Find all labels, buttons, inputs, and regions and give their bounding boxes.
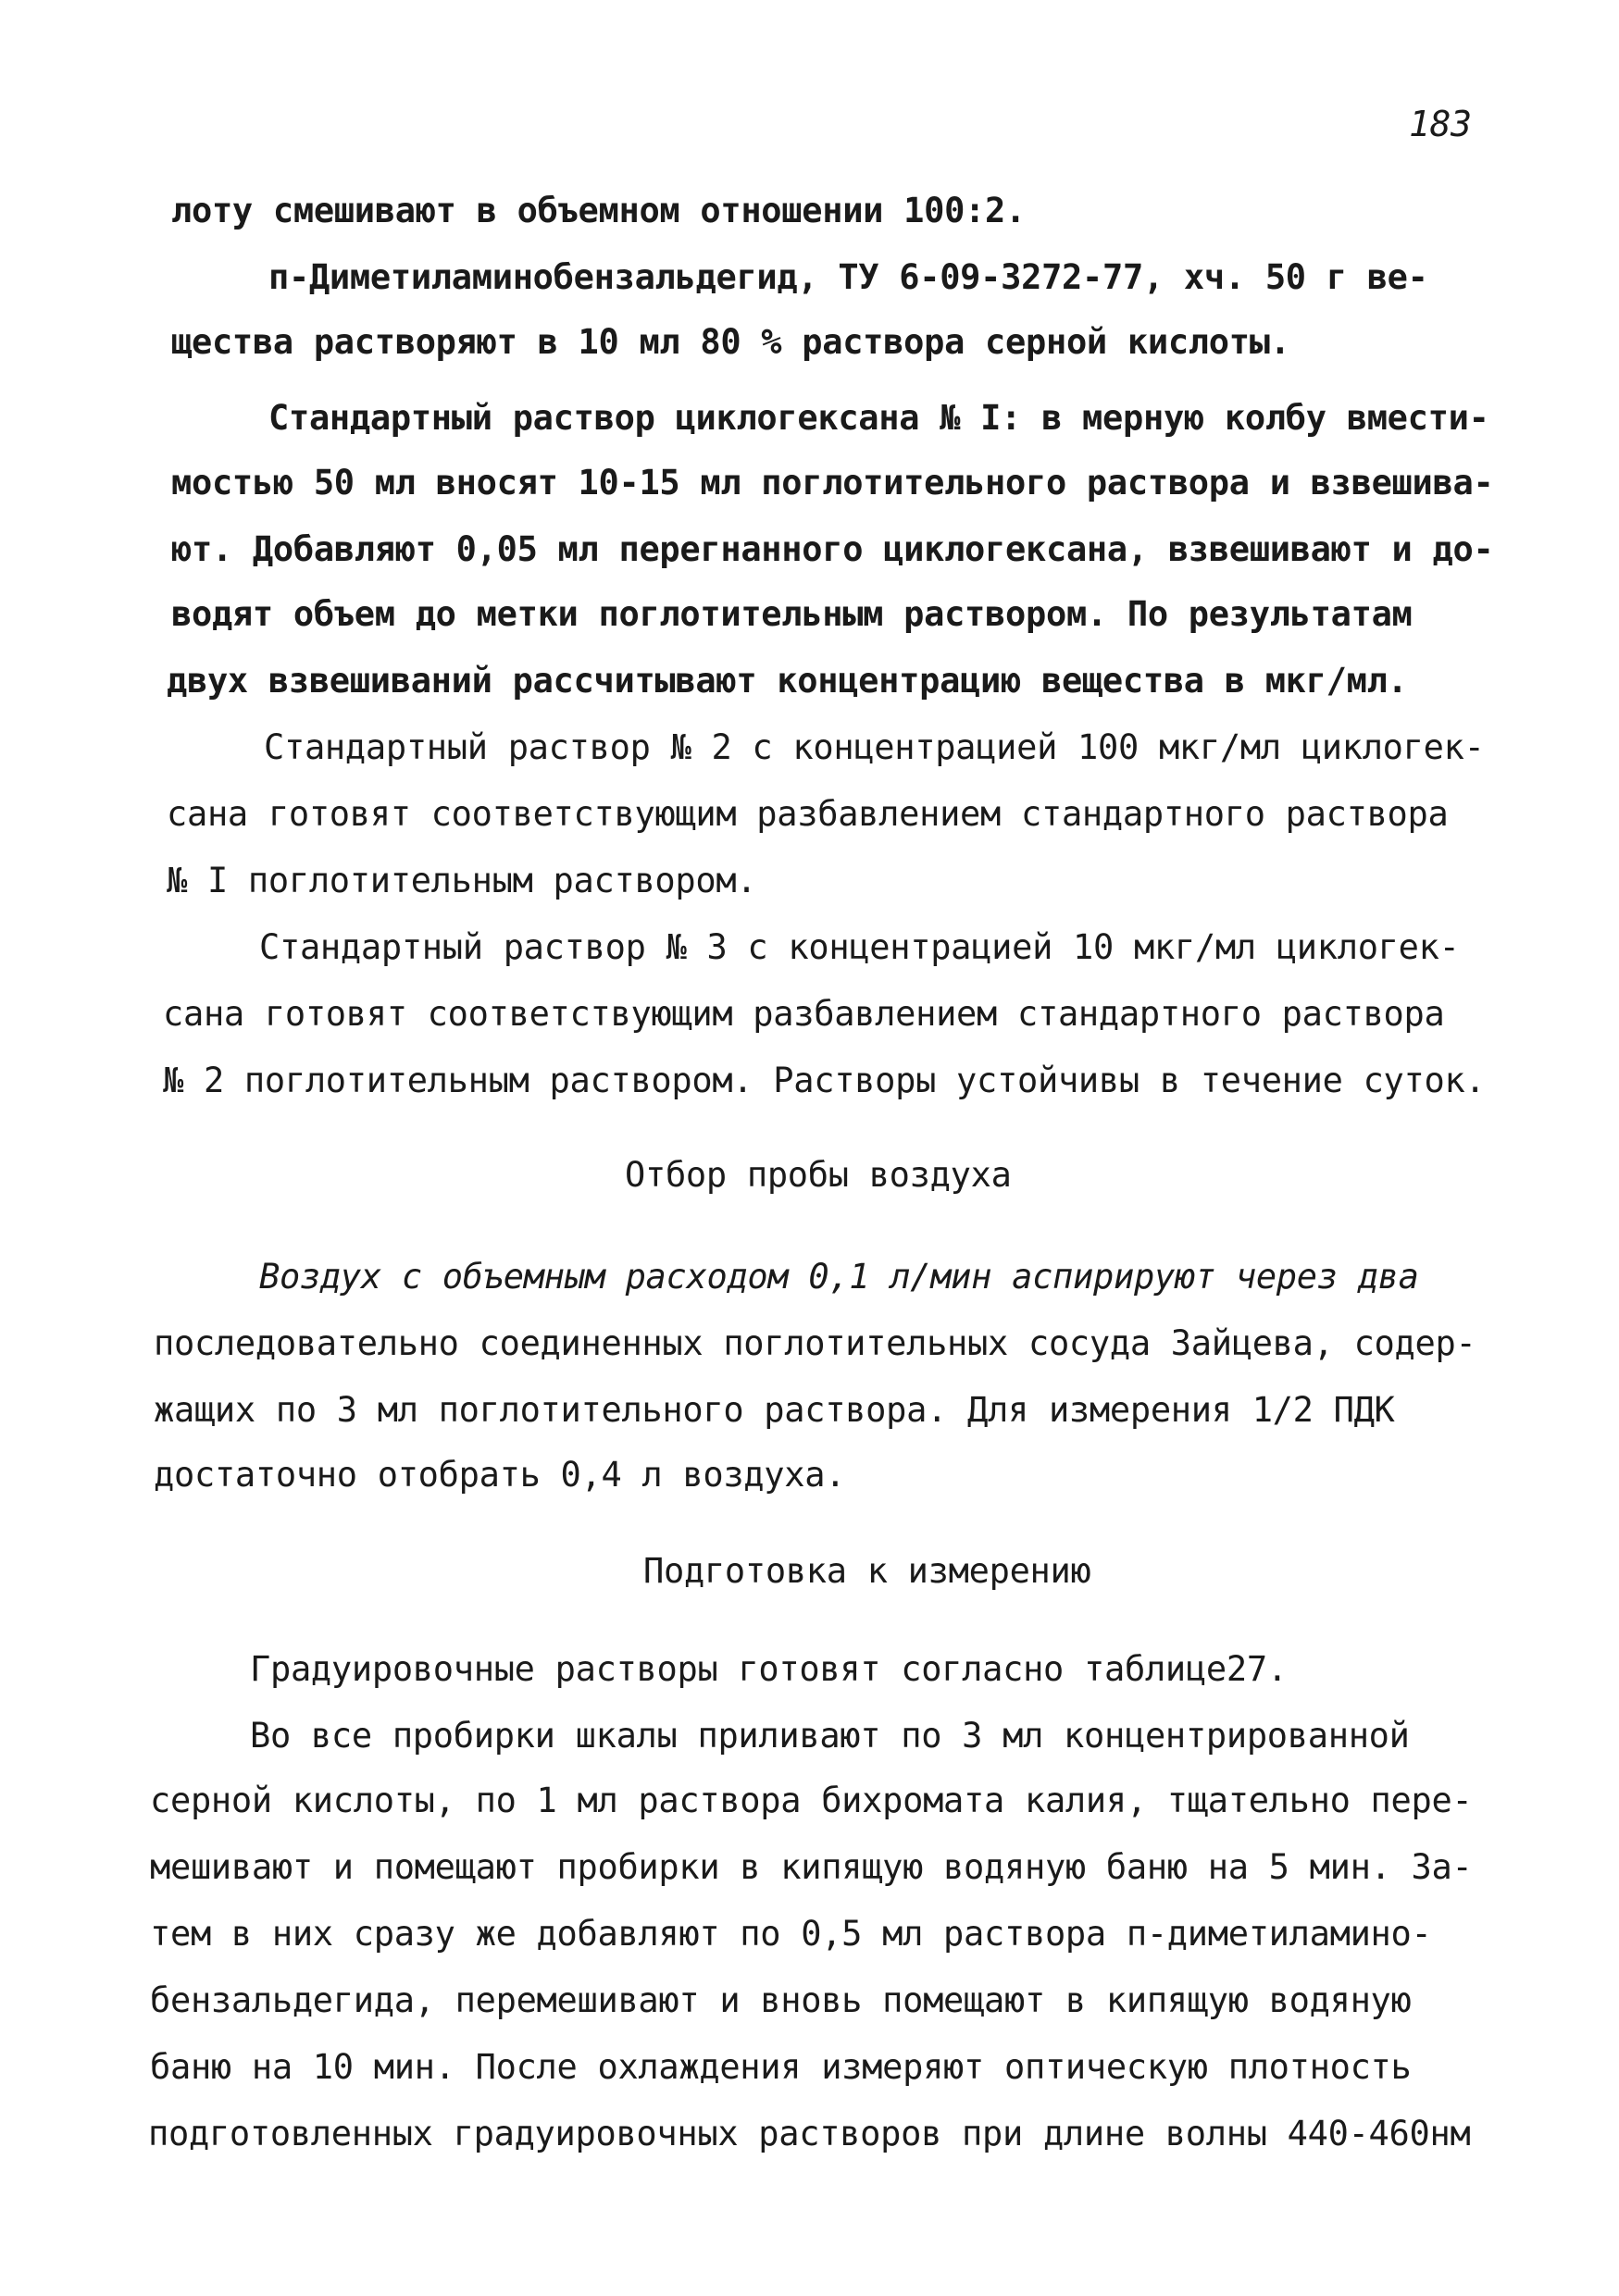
paragraph-line: Стандартный раствор циклогексана № I: в мерную колбу вмести-: [268, 398, 1489, 438]
paragraph-line: тем в них сразу же добавляют по 0,5 мл раствора п-диметиламино-: [150, 1914, 1432, 1954]
paragraph-line: № 2 поглотительным раствором. Растворы устойчивы в течение суток.: [163, 1061, 1486, 1100]
paragraph-line: мостью 50 мл вносят 10-15 мл поглотительного раствора и взвешива-: [171, 463, 1494, 503]
paragraph-line: щества растворяют в 10 мл 80 % раствора серной кислоты.: [171, 322, 1290, 362]
paragraph-line: последовательно соединенных поглотительных сосуда Зайцева, содер-: [154, 1323, 1476, 1363]
paragraph-line: сана готовят соответствующим разбавлением стандартного раствора: [163, 994, 1445, 1034]
paragraph-line: водят объем до метки поглотительным раствором. По результатам: [171, 594, 1413, 634]
paragraph-line: Во все пробирки шкалы приливают по 3 мл концентрированной: [250, 1716, 1410, 1756]
paragraph-line: Воздух с объемным расходом 0,1 л/мин аспирируют через два: [259, 1257, 1419, 1297]
paragraph-line: бензальдегида, перемешивают и вновь помещают в кипящую водяную: [150, 1980, 1412, 2020]
paragraph-line: подготовленных градуировочных растворов при длине волны 440-460нм: [148, 2114, 1471, 2153]
section-heading: Подготовка к измерению: [643, 1551, 1091, 1591]
paragraph-line: сана готовят соответствующим разбавлением стандартного раствора: [167, 794, 1449, 834]
section-heading: Отбор пробы воздуха: [625, 1155, 1012, 1195]
paragraph-line: Градуировочные растворы готовят согласно таблице27.: [250, 1649, 1288, 1689]
paragraph-line: Стандартный раствор № 3 с концентрацией 10 мкг/мл циклогек-: [259, 927, 1460, 967]
paragraph-line: № I поглотительным раствором.: [167, 861, 757, 900]
paragraph-line: лоту смешивают в объемном отношении 100:2.: [171, 191, 1026, 230]
paragraph-line: серной кислоты, по 1 мл раствора бихромата калия, тщательно пере-: [150, 1781, 1473, 1820]
paragraph-line: жащих по 3 мл поглотительного раствора. Для измерения 1/2 ПДК: [154, 1390, 1395, 1430]
paragraph-line: п-Диметиламинобензальдегид, ТУ 6-09-3272-77, хч. 50 г ве-: [268, 257, 1428, 297]
paragraph-line: двух взвешиваний рассчитывают концентрацию вещества в мкг/мл.: [167, 661, 1408, 701]
paragraph-line: ют. Добавляют 0,05 мл перегнанного циклогексана, взвешивают и до-: [171, 529, 1494, 569]
paragraph-line: мешивают и помещают пробирки в кипящую водяную баню на 5 мин. За-: [150, 1847, 1473, 1887]
paragraph-line: достаточно отобрать 0,4 л воздуха.: [154, 1455, 846, 1495]
paragraph-line: баню на 10 мин. После охлаждения измеряют оптическую плотность: [150, 2047, 1412, 2087]
paragraph-line: Стандартный раствор № 2 с концентрацией 100 мкг/мл циклогек-: [264, 727, 1485, 767]
page-number: 183: [1409, 104, 1472, 144]
